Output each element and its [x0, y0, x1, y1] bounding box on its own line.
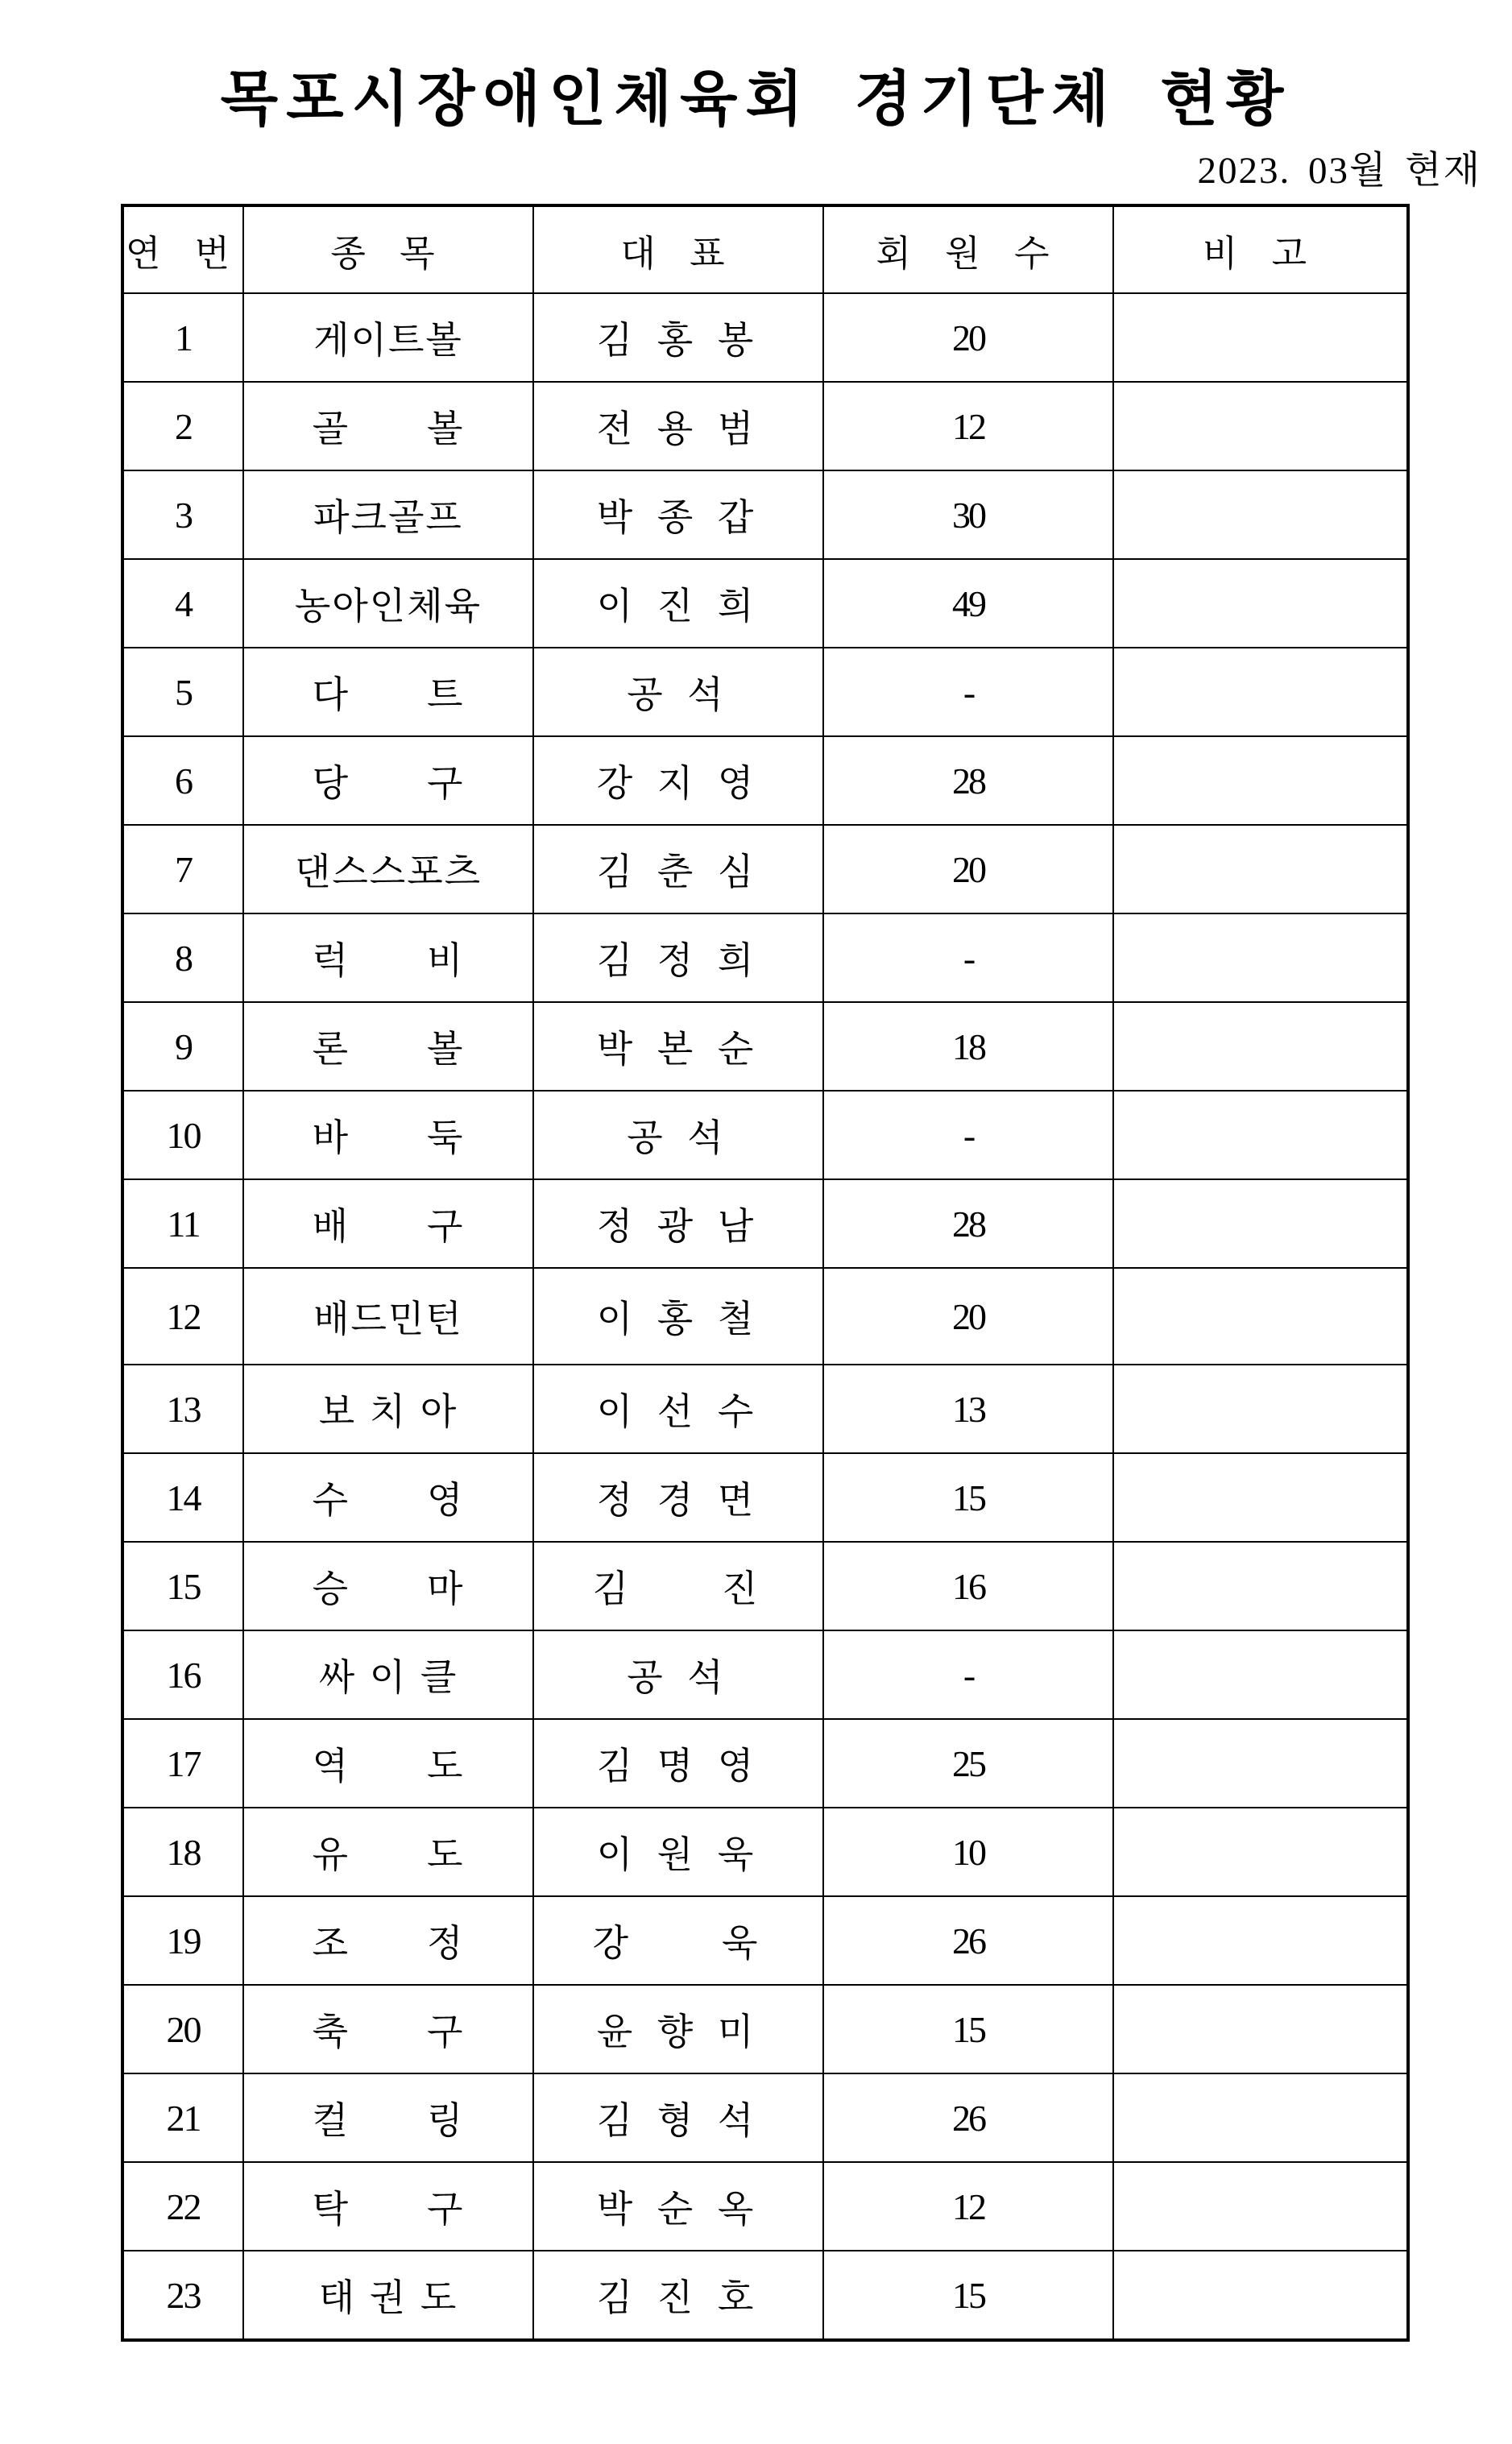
table-row: [122, 293, 1408, 382]
table-row: [122, 2251, 1408, 2340]
table-row: [122, 2162, 1408, 2251]
row-number: 8: [122, 913, 243, 1002]
member-count: 12: [823, 382, 1113, 470]
row-number: 14: [122, 1453, 243, 1542]
note-cell: [1113, 1453, 1408, 1542]
sport-name: 럭 비: [243, 913, 533, 1002]
header-sport: 종 목: [243, 205, 533, 293]
note-cell: [1113, 736, 1408, 825]
table-row: [122, 1179, 1408, 1268]
representative-name: 이 진 희: [533, 559, 823, 648]
row-number: 21: [122, 2073, 243, 2162]
representative-name: 공 석: [533, 1091, 823, 1179]
note-cell: [1113, 1808, 1408, 1896]
row-number: 19: [122, 1896, 243, 1985]
document-title: 목포시장애인체육회 경기단체 현황: [220, 64, 1292, 134]
member-count: 15: [823, 2251, 1113, 2340]
sport-name: 파크골프: [243, 470, 533, 559]
table-row: [122, 825, 1408, 913]
note-cell: [1113, 2162, 1408, 2251]
representative-name: 김 춘 심: [533, 825, 823, 913]
date-note: 2023. 03월 현재: [1197, 150, 1481, 192]
sport-name: 승 마: [243, 1542, 533, 1630]
sport-name: 컬 링: [243, 2073, 533, 2162]
note-cell: [1113, 913, 1408, 1002]
sport-name: 바 둑: [243, 1091, 533, 1179]
member-count: 15: [823, 1453, 1113, 1542]
row-number: 2: [122, 382, 243, 470]
sport-name: 유 도: [243, 1808, 533, 1896]
member-count: -: [823, 1091, 1113, 1179]
row-number: 13: [122, 1365, 243, 1453]
note-cell: [1113, 1542, 1408, 1630]
note-cell: [1113, 1268, 1408, 1365]
representative-name: 김 정 희: [533, 913, 823, 1002]
member-count: 13: [823, 1365, 1113, 1453]
representative-name: 이 홍 철: [533, 1268, 823, 1365]
sport-name: 게이트볼: [243, 293, 533, 382]
note-cell: [1113, 1179, 1408, 1268]
table-row: [122, 1091, 1408, 1179]
note-cell: [1113, 1091, 1408, 1179]
sport-name: 태 권 도: [243, 2251, 533, 2340]
sport-name: 당 구: [243, 736, 533, 825]
table-row: [122, 1542, 1408, 1630]
table-row: [122, 1719, 1408, 1808]
member-count: 28: [823, 736, 1113, 825]
table-row: [122, 736, 1408, 825]
representative-name: 강 지 영: [533, 736, 823, 825]
representative-name: 김 형 석: [533, 2073, 823, 2162]
note-cell: [1113, 1896, 1408, 1985]
table-row: [122, 648, 1408, 736]
member-count: 28: [823, 1179, 1113, 1268]
table-row: [122, 470, 1408, 559]
row-number: 3: [122, 470, 243, 559]
member-count: 30: [823, 470, 1113, 559]
table-row: [122, 913, 1408, 1002]
member-count: 16: [823, 1542, 1113, 1630]
member-count: 15: [823, 1985, 1113, 2073]
representative-name: 이 선 수: [533, 1365, 823, 1453]
member-count: 26: [823, 2073, 1113, 2162]
row-number: 7: [122, 825, 243, 913]
table-row: [122, 1985, 1408, 2073]
table-row: [122, 1896, 1408, 1985]
sport-name: 역 도: [243, 1719, 533, 1808]
sport-name: 싸 이 클: [243, 1630, 533, 1719]
sport-name: 축 구: [243, 1985, 533, 2073]
representative-name: 박 본 순: [533, 1002, 823, 1091]
row-number: 5: [122, 648, 243, 736]
representative-name: 이 원 욱: [533, 1808, 823, 1896]
representative-name: 윤 향 미: [533, 1985, 823, 2073]
note-cell: [1113, 1365, 1408, 1453]
member-count: 18: [823, 1002, 1113, 1091]
table-row: [122, 1365, 1408, 1453]
table-row: [122, 1453, 1408, 1542]
member-count: 20: [823, 825, 1113, 913]
note-cell: [1113, 1002, 1408, 1091]
representative-name: 김 진: [533, 1542, 823, 1630]
table-header-row: [122, 205, 1408, 293]
note-cell: [1113, 1630, 1408, 1719]
sport-name: 배드민턴: [243, 1268, 533, 1365]
representative-name: 박 순 옥: [533, 2162, 823, 2251]
member-count: -: [823, 913, 1113, 1002]
representative-name: 전 용 범: [533, 382, 823, 470]
table-row: [122, 2073, 1408, 2162]
member-count: 10: [823, 1808, 1113, 1896]
member-count: 12: [823, 2162, 1113, 2251]
representative-name: 정 경 면: [533, 1453, 823, 1542]
table-row: [122, 1268, 1408, 1365]
representative-name: 공 석: [533, 1630, 823, 1719]
sport-name: 댄스스포츠: [243, 825, 533, 913]
representative-name: 정 광 남: [533, 1179, 823, 1268]
row-number: 20: [122, 1985, 243, 2073]
row-number: 23: [122, 2251, 243, 2340]
note-cell: [1113, 470, 1408, 559]
table-row: [122, 1002, 1408, 1091]
note-cell: [1113, 559, 1408, 648]
member-count: -: [823, 1630, 1113, 1719]
note-cell: [1113, 825, 1408, 913]
representative-name: 박 종 갑: [533, 470, 823, 559]
row-number: 6: [122, 736, 243, 825]
table-row: [122, 382, 1408, 470]
member-count: -: [823, 648, 1113, 736]
note-cell: [1113, 2251, 1408, 2340]
row-number: 11: [122, 1179, 243, 1268]
header-no: 연 번: [122, 205, 243, 293]
row-number: 4: [122, 559, 243, 648]
note-cell: [1113, 2073, 1408, 2162]
row-number: 17: [122, 1719, 243, 1808]
member-count: 26: [823, 1896, 1113, 1985]
note-cell: [1113, 293, 1408, 382]
header-members: 회 원 수: [823, 205, 1113, 293]
sport-name: 배 구: [243, 1179, 533, 1268]
row-number: 10: [122, 1091, 243, 1179]
note-cell: [1113, 1719, 1408, 1808]
header-note: 비 고: [1113, 205, 1408, 293]
note-cell: [1113, 648, 1408, 736]
representative-name: 강 욱: [533, 1896, 823, 1985]
table-body: [122, 293, 1408, 2340]
representative-name: 김 진 호: [533, 2251, 823, 2340]
representative-name: 김 명 영: [533, 1719, 823, 1808]
member-count: 20: [823, 1268, 1113, 1365]
note-cell: [1113, 382, 1408, 470]
row-number: 15: [122, 1542, 243, 1630]
sport-name: 다 트: [243, 648, 533, 736]
sport-name: 조 정: [243, 1896, 533, 1985]
row-number: 18: [122, 1808, 243, 1896]
sport-name: 보 치 아: [243, 1365, 533, 1453]
row-number: 12: [122, 1268, 243, 1365]
row-number: 1: [122, 293, 243, 382]
representative-name: 공 석: [533, 648, 823, 736]
representative-name: 김 홍 봉: [533, 293, 823, 382]
table-row: [122, 1630, 1408, 1719]
member-count: 25: [823, 1719, 1113, 1808]
row-number: 22: [122, 2162, 243, 2251]
row-number: 16: [122, 1630, 243, 1719]
sport-name: 농아인체육: [243, 559, 533, 648]
table-row: [122, 1808, 1408, 1896]
member-count: 49: [823, 559, 1113, 648]
sports-organization-table: [121, 204, 1410, 2342]
sport-name: 론 볼: [243, 1002, 533, 1091]
sport-name: 탁 구: [243, 2162, 533, 2251]
header-representative: 대 표: [533, 205, 823, 293]
sport-name: 골 볼: [243, 382, 533, 470]
note-cell: [1113, 1985, 1408, 2073]
member-count: 20: [823, 293, 1113, 382]
table-row: [122, 559, 1408, 648]
sport-name: 수 영: [243, 1453, 533, 1542]
row-number: 9: [122, 1002, 243, 1091]
